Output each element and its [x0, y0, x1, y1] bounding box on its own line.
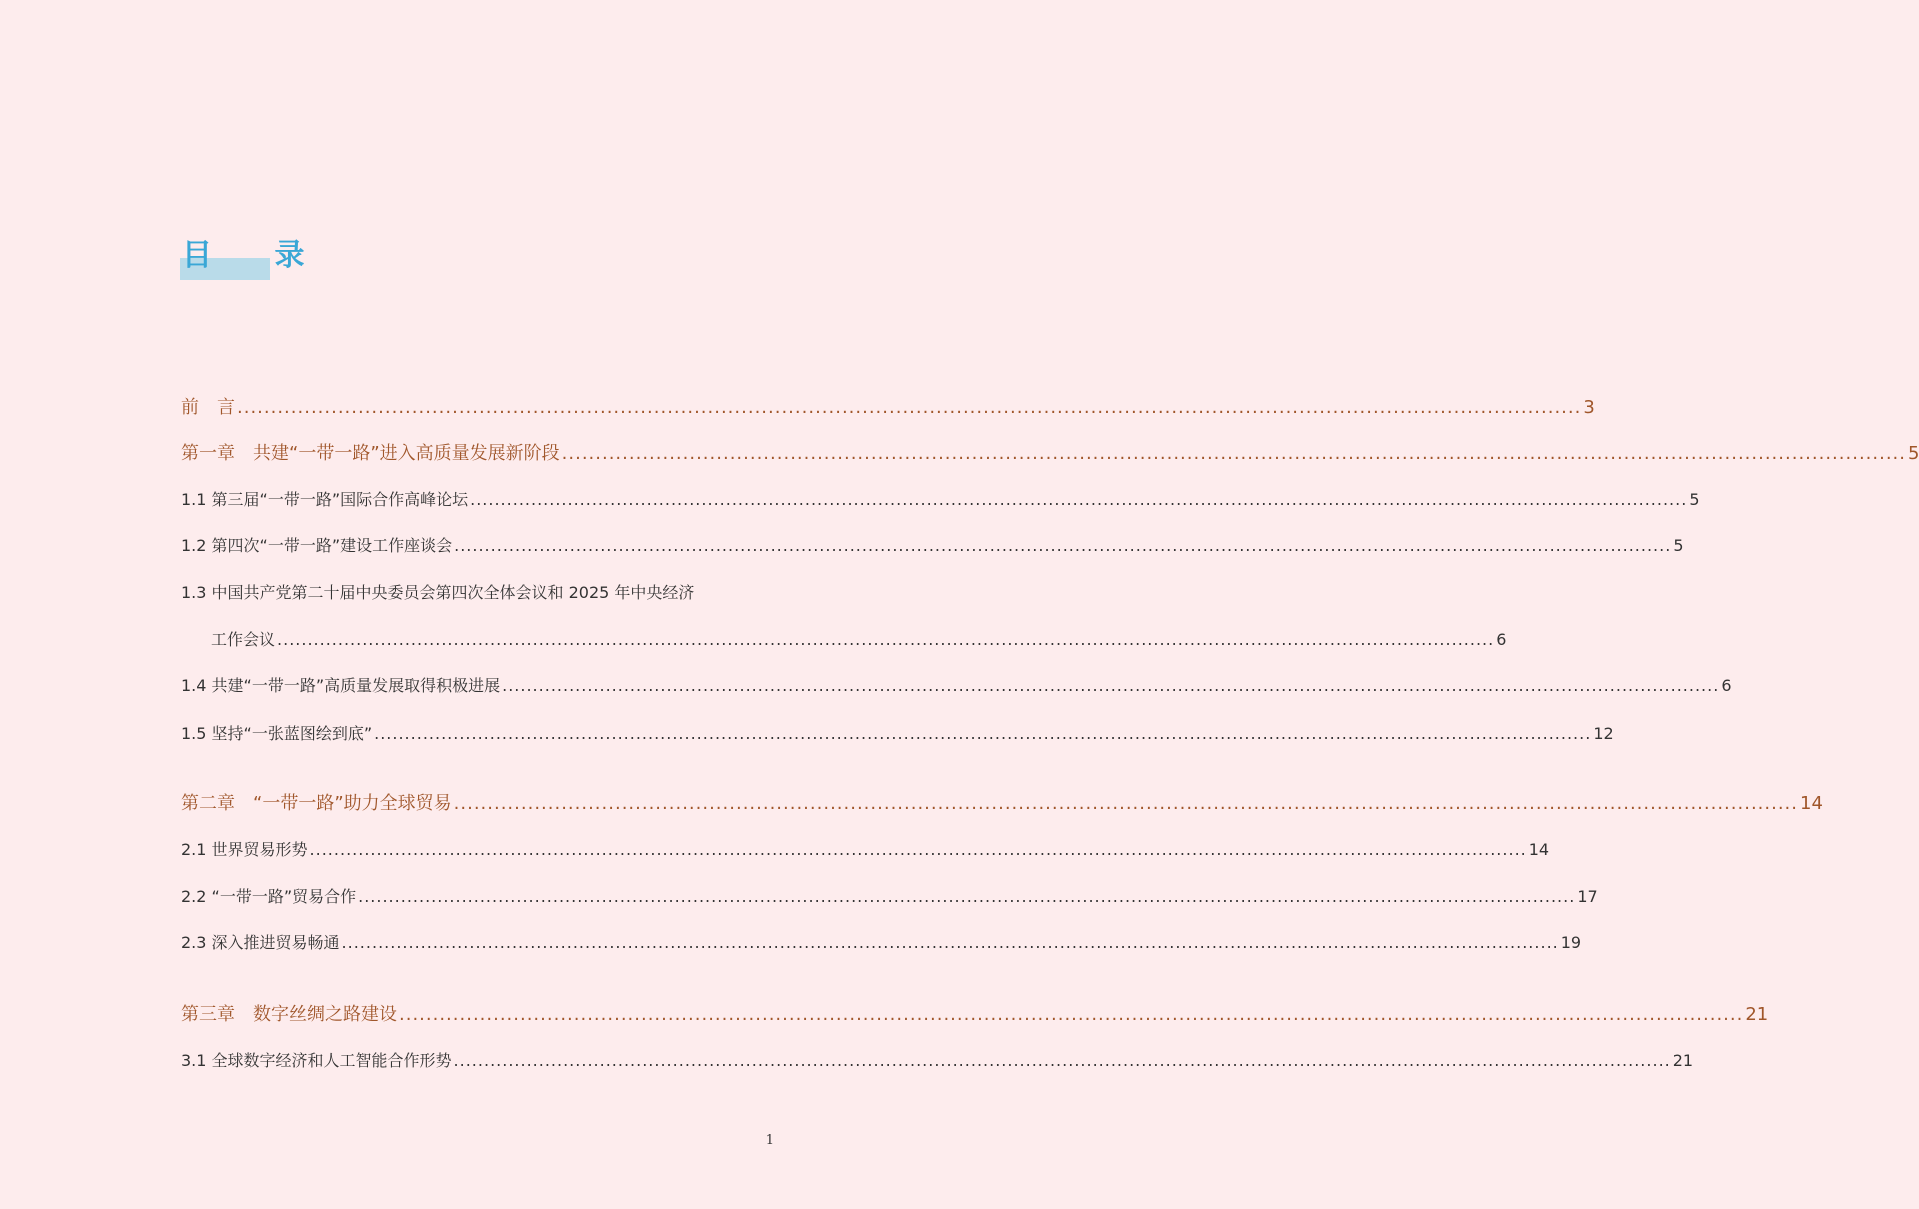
leader-dots: ........................................................................................................................................................................................................	[561, 443, 1906, 464]
toc-entry-chapter-2[interactable]	[181, 792, 1823, 816]
page-number: 1	[765, 1133, 774, 1148]
entry-label: 1.5 坚持“一张蓝图绘到底”	[181, 724, 373, 743]
entry-label: 3.1 全球数字经济和人工智能合作形势	[181, 1051, 452, 1070]
toc-entry-3-1[interactable]	[181, 1049, 1694, 1073]
toc-entry-1-4[interactable]	[181, 674, 1732, 698]
leader-dots: ........................................................................................................................................................................................................	[454, 536, 1672, 555]
leader-dots: ........................................................................................................................................................................................................	[399, 1004, 1744, 1025]
entry-page: 14	[1528, 840, 1550, 859]
toc-entry-1-3[interactable]	[181, 581, 775, 605]
entry-label: 1.1 第三届“一带一路”国际合作高峰论坛	[181, 490, 469, 509]
toc-entry-2-2[interactable]	[181, 885, 1598, 909]
entry-page: 5	[1673, 536, 1684, 555]
entry-label: 第三章 数字丝绸之路建设	[181, 1004, 397, 1025]
toc-entry-preface[interactable]	[181, 396, 1595, 420]
toc-entry-chapter-1[interactable]	[181, 442, 1919, 466]
entry-page: 17	[1577, 887, 1598, 906]
toc-entry-chapter-3[interactable]	[181, 1003, 1769, 1027]
entry-label: 第一章 共建“一带一路”进入高质量发展新阶段	[181, 443, 560, 464]
toc-heading	[180, 236, 331, 282]
entry-page: 12	[1593, 724, 1614, 743]
entry-label: 1.2 第四次“一带一路”建设工作座谈会	[181, 536, 453, 555]
leader-dots: ........................................................................................................................................................................................................	[453, 793, 1798, 814]
leader-dots: ........................................................................................................................................................................................................	[358, 887, 1576, 906]
entry-label: 2.1 世界贸易形势	[181, 840, 308, 859]
entry-label: 1.3 中国共产党第二十届中央委员会第四次全体会议和 2025 年中央经济	[181, 583, 695, 602]
entry-page: 3	[1583, 397, 1595, 418]
toc-entry-1-5[interactable]	[181, 722, 1614, 746]
entry-label: 2.3 深入推进贸易畅通	[181, 933, 340, 952]
leader-dots: ........................................................................................................................................................................................................	[502, 676, 1720, 695]
entry-page: 14	[1800, 793, 1823, 814]
entry-page: 5	[1908, 443, 1919, 464]
entry-label: 2.2 “一带一路”贸易合作	[181, 887, 357, 906]
toc-entry-1-3-continued[interactable]	[211, 628, 1507, 652]
leader-dots: ........................................................................................................................................................................................................	[309, 840, 1527, 859]
toc-entry-1-2[interactable]	[181, 534, 1684, 558]
toc-entry-1-1[interactable]	[181, 488, 1700, 512]
leader-dots: ........................................................................................................................................................................................................	[237, 397, 1582, 418]
entry-label: 1.4 共建“一带一路”高质量发展取得积极进展	[181, 676, 501, 695]
entry-page: 19	[1560, 933, 1582, 952]
entry-label: 前 言	[181, 397, 235, 418]
entry-page: 21	[1672, 1051, 1694, 1070]
toc-heading-text: 目 录	[182, 238, 331, 273]
leader-dots: ........................................................................................................................................................................................................	[470, 490, 1688, 509]
entry-page: 5	[1689, 490, 1700, 509]
leader-dots: ........................................................................................................................................................................................................	[277, 630, 1495, 649]
entry-page: 6	[1721, 676, 1732, 695]
toc-entry-2-1[interactable]	[181, 838, 1550, 862]
leader-dots: ........................................................................................................................................................................................................	[341, 933, 1559, 952]
entry-page: 6	[1496, 630, 1507, 649]
leader-dots: ........................................................................................................................................................................................................	[453, 1051, 1671, 1070]
entry-page: 21	[1745, 1004, 1769, 1025]
leader-dots: ........................................................................................................................................................................................................	[374, 724, 1592, 743]
entry-label-continued: 工作会议	[211, 630, 276, 649]
entry-label: 第二章 “一带一路”助力全球贸易	[181, 793, 452, 814]
toc-entry-2-3[interactable]	[181, 931, 1582, 955]
